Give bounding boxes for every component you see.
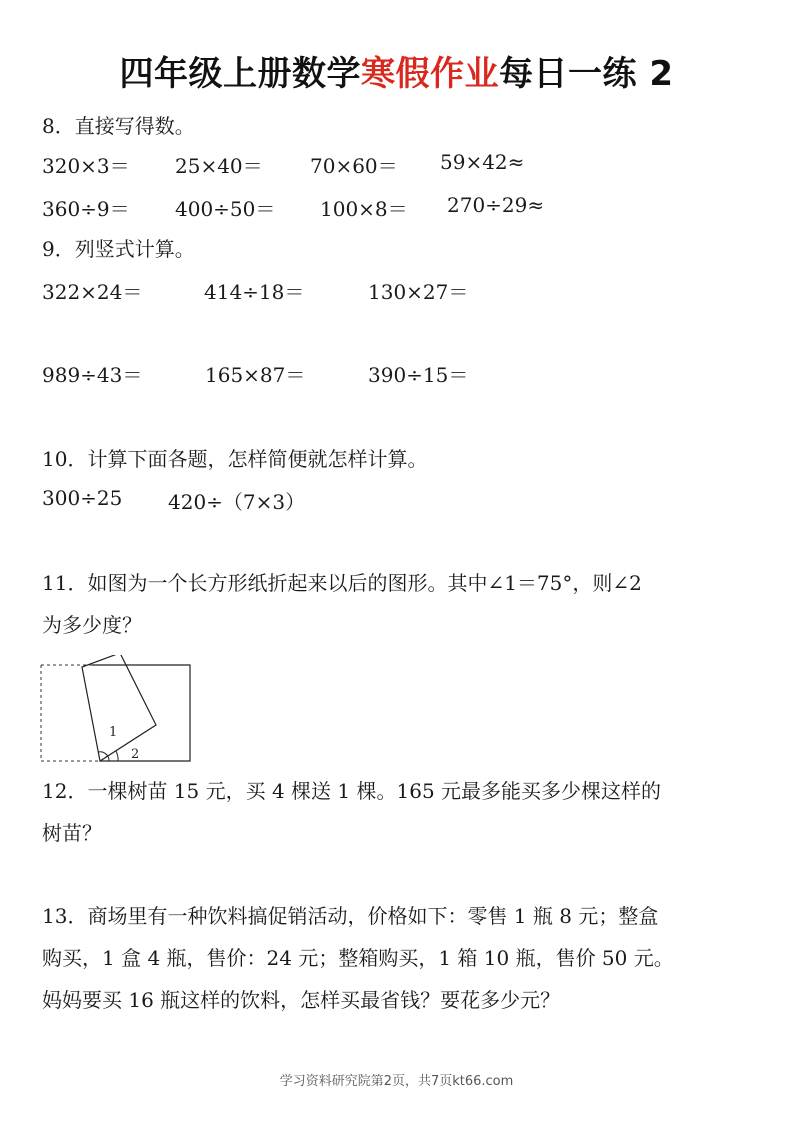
q9-item: 322×24＝ (42, 280, 143, 304)
q8-heading: 8．直接写得数。 (42, 114, 195, 138)
title-part-1: 四年级上册数学 (119, 54, 361, 94)
q10-item: 300÷25 (42, 486, 123, 510)
q12-line-1: 12．一棵树苗 15 元，买 4 棵送 1 棵。165 元最多能买多少棵这样的 (42, 779, 662, 803)
q8-item: 320×3＝ (42, 154, 130, 178)
q8-item: 270÷29≈ (447, 193, 545, 217)
angle-2-label: 2 (131, 747, 140, 762)
q9-item: 390÷15＝ (368, 363, 469, 387)
q10-heading: 10．计算下面各题，怎样简便就怎样计算。 (42, 447, 428, 471)
q9-item: 165×87＝ (205, 363, 306, 387)
page-footer: 学习资料研究院第2页，共7页kt66.com (279, 1074, 514, 1089)
angle-1-label: 1 (109, 725, 118, 740)
rectangle-outline (92, 665, 190, 761)
q8-item: 400÷50＝ (175, 197, 276, 221)
q9-item: 414÷18＝ (204, 280, 305, 304)
q11-line-1: 11．如图为一个长方形纸折起来以后的图形。其中∠1＝75°，则∠2 (42, 571, 642, 595)
title-part-3: 每日一练 2 (499, 54, 674, 94)
folded-rectangle-figure (40, 655, 195, 765)
q13-line-3: 妈妈要买 16 瓶这样的饮料，怎样买最省钱？要花多少元？ (42, 988, 561, 1012)
angle-2-arc (116, 751, 118, 761)
q9-item: 989÷43＝ (42, 363, 143, 387)
q9-heading: 9．列竖式计算。 (42, 237, 195, 261)
q12-line-2: 树苗？ (42, 821, 102, 845)
page-title (0, 46, 793, 95)
title-part-2-highlight: 寒假作业 (361, 54, 499, 94)
q8-item: 360÷9＝ (42, 197, 130, 221)
q10-item: 420÷（7×3） (168, 490, 306, 514)
q9-item: 130×27＝ (368, 280, 469, 304)
q8-item: 59×42≈ (440, 150, 525, 174)
q8-item: 70×60＝ (310, 154, 398, 178)
q11-line-2: 为多少度？ (42, 613, 142, 637)
folded-flap (82, 655, 156, 761)
q8-item: 25×40＝ (175, 154, 263, 178)
q8-item: 100×8＝ (320, 197, 408, 221)
q13-line-2: 购买，1 盒 4 瓶，售价：24 元；整箱购买，1 箱 10 瓶，售价 50 元。 (42, 946, 674, 970)
q13-line-1: 13．商场里有一种饮料搞促销活动，价格如下：零售 1 瓶 8 元；整盒 (42, 904, 659, 928)
